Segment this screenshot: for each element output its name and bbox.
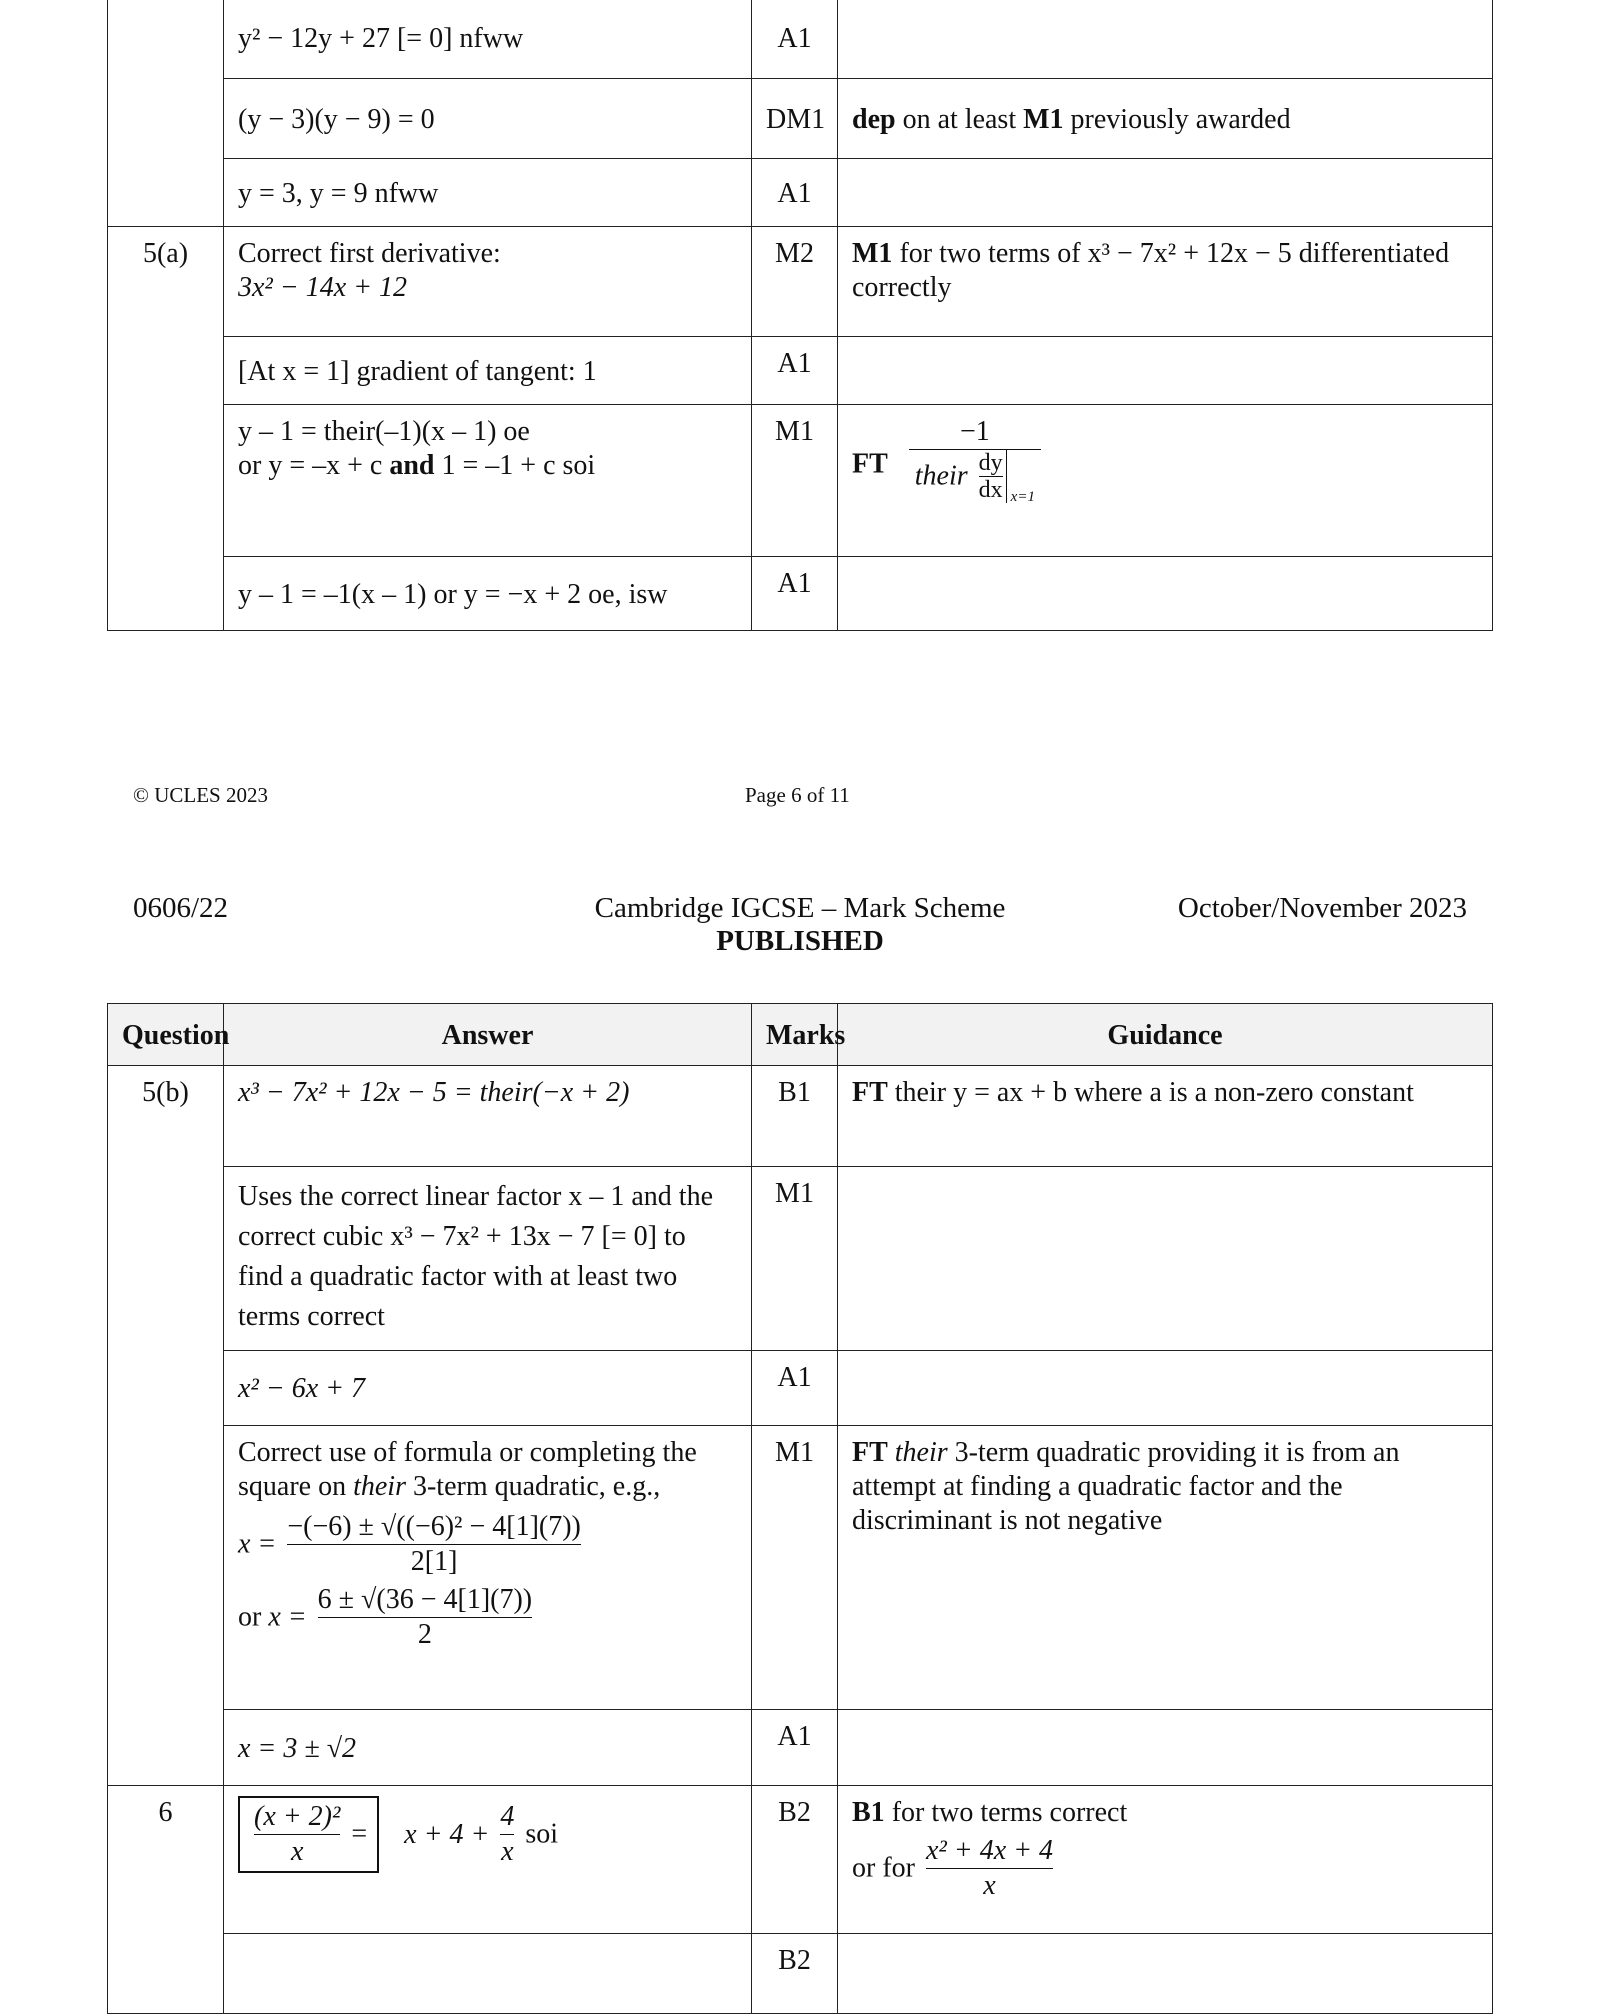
- column-header-question: Question: [108, 1004, 224, 1066]
- marks-cell: B2: [752, 1786, 838, 1934]
- marks-cell: M2: [752, 227, 838, 337]
- table-row: [108, 79, 1493, 159]
- guidance-cell: FT their y = ax + b where a is a non-zero constant: [838, 1066, 1493, 1167]
- marks-cell: M1: [752, 1426, 838, 1710]
- table-row: [108, 337, 1493, 405]
- question-number: 5(a): [108, 227, 224, 631]
- guidance-cell: [838, 159, 1493, 227]
- marks-cell: A1: [752, 0, 838, 79]
- answer-cell: Correct first derivative: 3x² − 14x + 12: [224, 227, 752, 337]
- document-code: 0606/22: [133, 892, 229, 924]
- marks-cell: M1: [752, 1167, 838, 1351]
- answer-cell: [224, 1934, 752, 2014]
- bracketed-expression: $\frac{\text{(x + 2)²}}{x}$ =: [238, 1796, 379, 1873]
- table-row: [108, 557, 1493, 631]
- footer-page-number: Page 6 of 11: [745, 783, 850, 807]
- guidance-cell: M1 for two terms of x³ − 7x² + 12x − 5 differentiated correctly: [838, 227, 1493, 337]
- marks-cell: M1: [752, 405, 838, 557]
- ft-fraction: −1 their $\frac{dy}{dx}$ $_{x=1}$: [909, 415, 1041, 514]
- table-row: [108, 1934, 1493, 2014]
- column-header-guidance: Guidance: [838, 1004, 1493, 1066]
- table-row: [108, 1786, 1493, 1934]
- table-row: [108, 405, 1493, 557]
- derivative-fraction: $\frac{dy}{dx}$: [979, 450, 1007, 503]
- exam-session: October/November 2023: [1177, 892, 1467, 924]
- answer-cell: Uses the correct linear factor x – 1 and the correct cubic x³ − 7x² + 13x − 7 [= 0] to find a quadratic factor with at least two terms correct: [224, 1167, 752, 1351]
- answer-cell: y = 3, y = 9 nfww: [224, 159, 752, 227]
- column-header-answer: Answer: [224, 1004, 752, 1066]
- table-row: [108, 1167, 1493, 1351]
- guidance-cell: [838, 557, 1493, 631]
- question-number: 5(b): [108, 1066, 224, 1786]
- guidance-cell: B1 for two terms correct or for $\frac{\text{x² + 4x + 4}}{x}$: [838, 1786, 1493, 1934]
- answer-cell: [At x = 1] gradient of tangent: 1: [224, 337, 752, 405]
- guidance-cell: [838, 1167, 1493, 1351]
- table-row: [108, 159, 1493, 227]
- question-number: 6: [108, 1786, 224, 2014]
- continuation-table: [107, 0, 1493, 631]
- guidance-cell: [838, 0, 1493, 79]
- table-row: [108, 227, 1493, 337]
- table-row: [108, 1710, 1493, 1786]
- document-title: Cambridge IGCSE – Mark Scheme: [594, 892, 1006, 924]
- guidance-cell: dep on at least M1 previously awarded: [838, 79, 1493, 159]
- table-row: [108, 1066, 1493, 1167]
- guidance-cell: [838, 1710, 1493, 1786]
- marks-cell: A1: [752, 337, 838, 405]
- answer-cell: x³ − 7x² + 12x − 5 = their(−x + 2): [224, 1066, 752, 1167]
- answer-cell: x = 3 ± √2: [224, 1710, 752, 1786]
- answer-cell: y – 1 = –1(x – 1) or y = −x + 2 oe, isw: [224, 557, 752, 631]
- table-row: [108, 1426, 1493, 1710]
- table-header-row: [108, 1004, 1493, 1066]
- footer-copyright: © UCLES 2023: [133, 783, 268, 807]
- quadratic-formula-2: or x = $\frac{6 \pm √(36 - 4[1](7))}{2}$: [238, 1584, 533, 1650]
- quadratic-formula-1: x = $\frac{\text{−(−6) ± √((−6)² − 4[1](7))}}{2[1]}$: [238, 1511, 581, 1577]
- answer-cell: (y − 3)(y − 9) = 0: [224, 79, 752, 159]
- table-row: [108, 1351, 1493, 1426]
- column-header-marks: Marks: [752, 1004, 838, 1066]
- document-status: PUBLISHED: [716, 925, 884, 957]
- marks-cell: A1: [752, 1351, 838, 1426]
- marks-cell: A1: [752, 159, 838, 227]
- mark-scheme-table: [107, 1003, 1493, 2014]
- table-row: [108, 0, 1493, 79]
- answer-cell: y² − 12y + 27 [= 0] nfww: [224, 0, 752, 79]
- answer-cell: Correct use of formula or completing the square on their 3-term quadratic, e.g., x = $\frac{\text{−(−6) ± √((−6)² − 4[1](7))}}{2[1]}$ or x = $\frac{6 \pm √(36 - 4[1](7))}{2}$: [224, 1426, 752, 1710]
- answer-cell: y – 1 = their(–1)(x – 1) oe or y = –x + c and 1 = –1 + c soi: [224, 405, 752, 557]
- marks-cell: B1: [752, 1066, 838, 1167]
- guidance-cell: [838, 1351, 1493, 1426]
- guidance-cell: FT their 3-term quadratic providing it is from an attempt at finding a quadratic factor and the discriminant is not negative: [838, 1426, 1493, 1710]
- marks-cell: A1: [752, 1710, 838, 1786]
- marks-cell: B2: [752, 1934, 838, 2014]
- answer-cell: x² − 6x + 7: [224, 1351, 752, 1426]
- answer-cell: $\frac{\text{(x + 2)²}}{x}$ = x + 4 + $\frac{4}{x}$ soi: [224, 1786, 752, 1934]
- guidance-cell: [838, 1934, 1493, 2014]
- guidance-cell: [838, 337, 1493, 405]
- guidance-cell: FT −1 their $\frac{dy}{dx}$ $_{x=1}$: [838, 405, 1493, 557]
- marks-cell: A1: [752, 557, 838, 631]
- marks-cell: DM1: [752, 79, 838, 159]
